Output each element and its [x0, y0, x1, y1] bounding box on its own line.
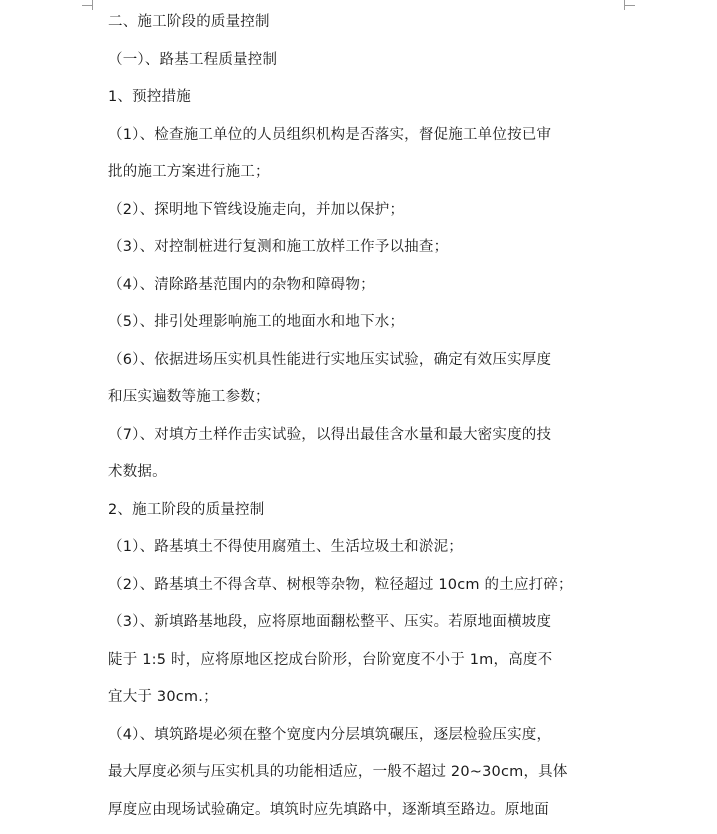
- paragraph-line: （5）、排引处理影响施工的地面水和地下水；: [108, 314, 405, 330]
- paragraph-line: （4）、清除路基范围内的杂物和障碍物；: [108, 276, 375, 293]
- item-heading: 2、施工阶段的质量控制: [108, 501, 265, 518]
- paragraph-line: （3）、新填路基地段，应将原地面翻松整平、压实。若原地面横坡度: [108, 614, 552, 630]
- paragraph-line: （1）、路基填土不得使用腐殖土、生活垃圾土和淤泥；: [108, 539, 463, 555]
- paragraph-line: 厚度应由现场试验确定。填筑时应先填路中，逐渐填至路边。原地面: [108, 801, 549, 818]
- paragraph-line: （2）、路基填土不得含草、树根等杂物，粒径超过 10cm 的土应打碎；: [108, 576, 573, 593]
- subsection-heading: （一）、路基工程质量控制: [108, 51, 278, 68]
- crop-mark-right-horizontal: [625, 5, 635, 6]
- paragraph-line: （3）、对控制桩进行复测和施工放样工作予以抽查；: [108, 239, 449, 255]
- paragraph-line: 陡于 1:5 时，应将原地区挖成台阶形，台阶宽度不小于 1m，高度不: [108, 651, 553, 668]
- paragraph-line: （4）、填筑路堤必须在整个宽度内分层填筑碾压，逐层检验压实度，: [108, 726, 552, 743]
- crop-mark-left: [92, 0, 93, 10]
- crop-mark-left-horizontal: [82, 5, 92, 6]
- paragraph-line: 批的施工方案进行施工；: [108, 164, 270, 180]
- paragraph-line: 术数据。: [108, 464, 167, 480]
- section-heading: 二、施工阶段的质量控制: [108, 14, 270, 30]
- paragraph-line: 最大厚度必须与压实机具的功能相适应，一般不超过 20~30cm，具体: [108, 764, 568, 780]
- paragraph-line: 宜大于 30cm.；: [108, 689, 218, 705]
- paragraph-line: （6）、依据进场压实机具性能进行实地压实试验，确定有效压实厚度: [108, 351, 552, 368]
- paragraph-line: 和压实遍数等施工参数；: [108, 389, 270, 405]
- item-heading: 1、预控措施: [108, 89, 191, 105]
- paragraph-line: （1）、检查施工单位的人员组织机构是否落实，督促施工单位按已审: [108, 126, 552, 143]
- document-body: [108, 8, 608, 833]
- paragraph-line: （7）、对填方土样作击实试验，以得出最佳含水量和最大密实度的技: [108, 426, 552, 443]
- paragraph-line: （2）、探明地下管线设施走向，并加以保护；: [108, 201, 405, 218]
